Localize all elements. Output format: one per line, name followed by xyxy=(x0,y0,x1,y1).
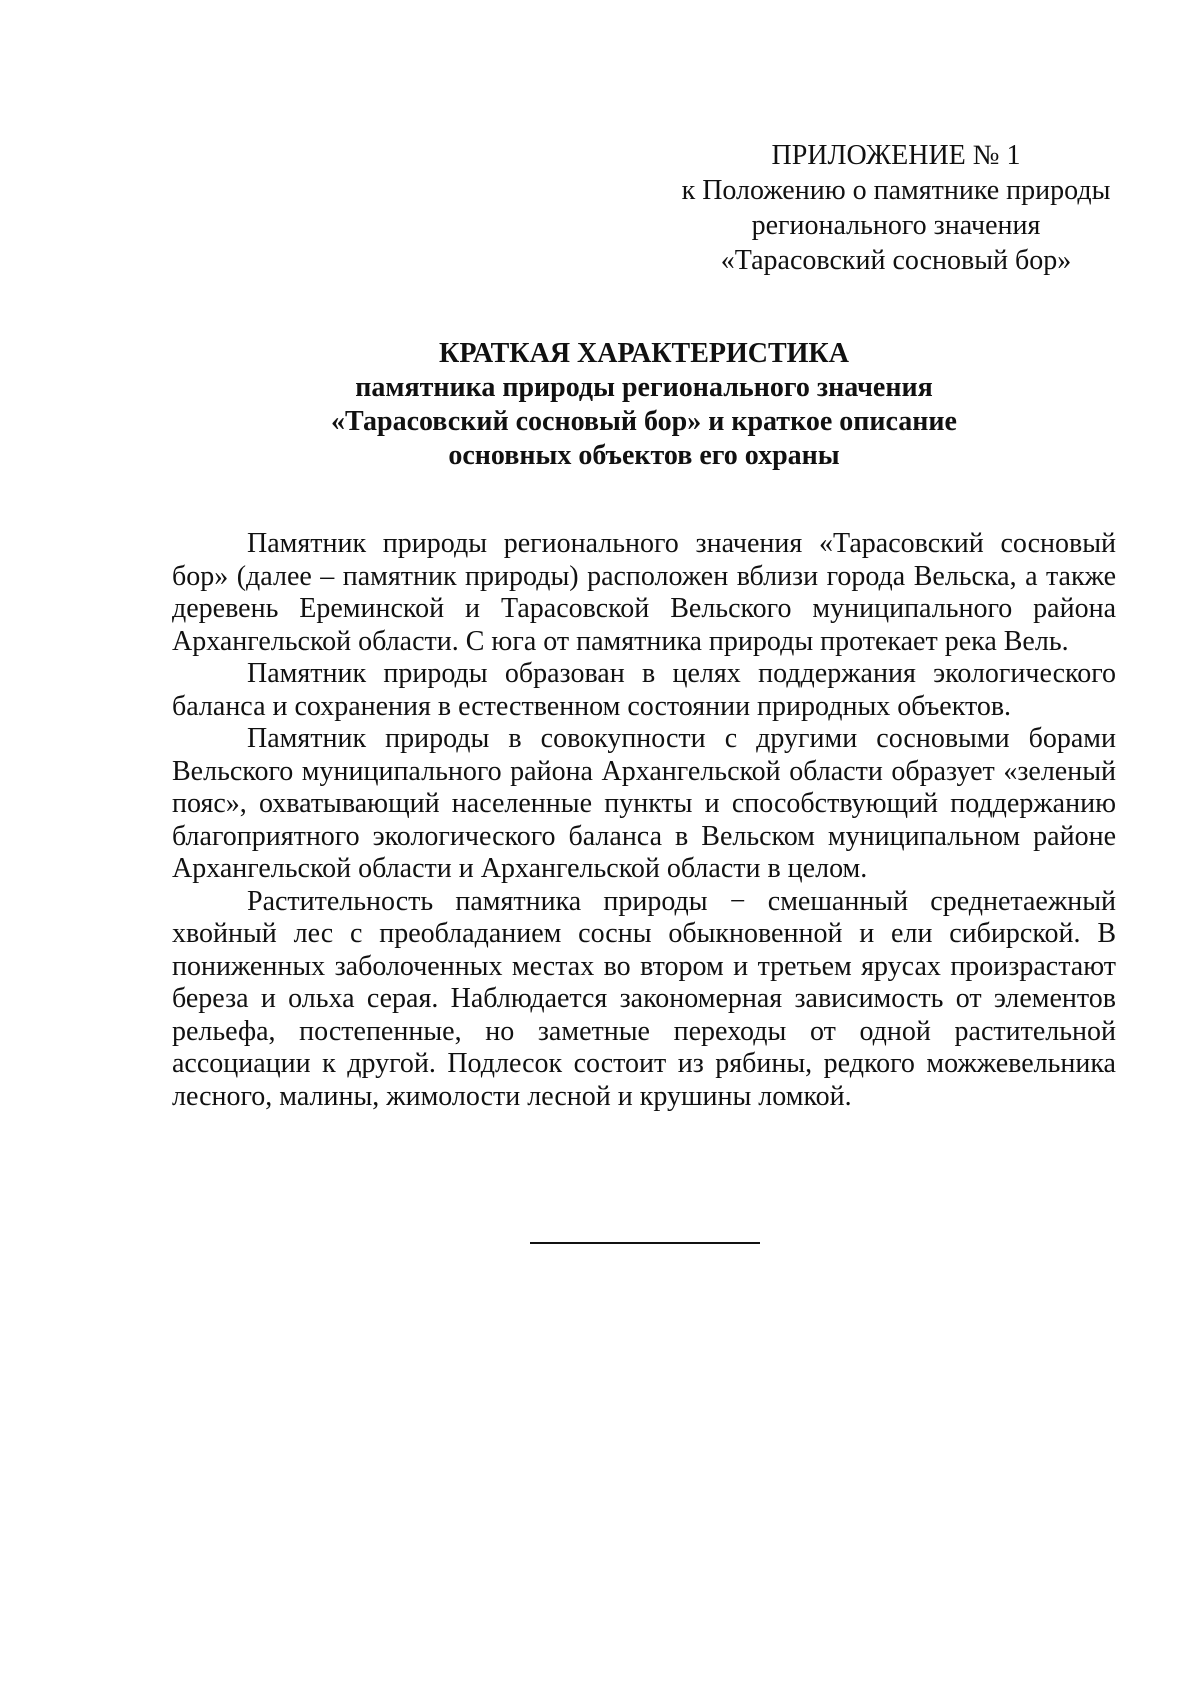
end-separator-line xyxy=(530,1242,760,1244)
title-line-2: памятника природы регионального значения xyxy=(355,372,933,403)
document-title xyxy=(172,337,1116,473)
paragraph-purpose: Памятник природы образован в целях поддержания экологического баланса и сохранения в естественном состоянии природных объектов. xyxy=(172,658,1116,722)
appendix-reference: к Положению о памятнике природы xyxy=(681,175,1111,206)
appendix-reference-line3: «Тарасовский сосновый бор» xyxy=(720,245,1072,276)
paragraph-green-belt: Памятник природы в совокупности с другими сосновыми борами Вельского муниципального района Архангельской области образует «зеленый пояс», охватывающий населенные пункты и способствующий поддержанию благоприятного экологического баланса в Вельском муниципальном районе Архангельской области и Архангельской области в целом. xyxy=(172,723,1116,884)
appendix-number: ПРИЛОЖЕНИЕ № 1 xyxy=(771,140,1021,171)
appendix-header xyxy=(668,138,1124,278)
title-line-4: основных объектов его охраны xyxy=(448,440,840,471)
appendix-reference-line2: регионального значения xyxy=(751,210,1041,241)
title-line-3: «Тарасовский сосновый бор» и краткое описание xyxy=(331,406,957,437)
paragraph-location: Памятник природы регионального значения «Тарасовский сосновый бор» (далее – памятник природы) расположен вблизи города Вельска, а также деревень Ереминской и Тарасовской Вельского муниципального района Архангельской области. С юга от памятника природы протекает река Вель. xyxy=(172,528,1116,657)
paragraph-vegetation: Растительность памятника природы − смешанный среднетаежный хвойный лес с преобладанием сосны обыкновенной и ели сибирской. В пониженных заболоченных местах во втором и третьем ярусах произрастают береза и ольха серая. Наблюдается закономерная зависимость от элементов рельефа, постепенные, но заметные переходы от одной растительной ассоциации к другой. Подлесок состоит из рябины, редкого можжевельника лесного, малины, жимолости лесной и крушины ломкой. xyxy=(172,885,1116,1112)
title-line-1: КРАТКАЯ ХАРАКТЕРИСТИКА xyxy=(439,338,849,369)
document-body xyxy=(172,528,1116,1113)
